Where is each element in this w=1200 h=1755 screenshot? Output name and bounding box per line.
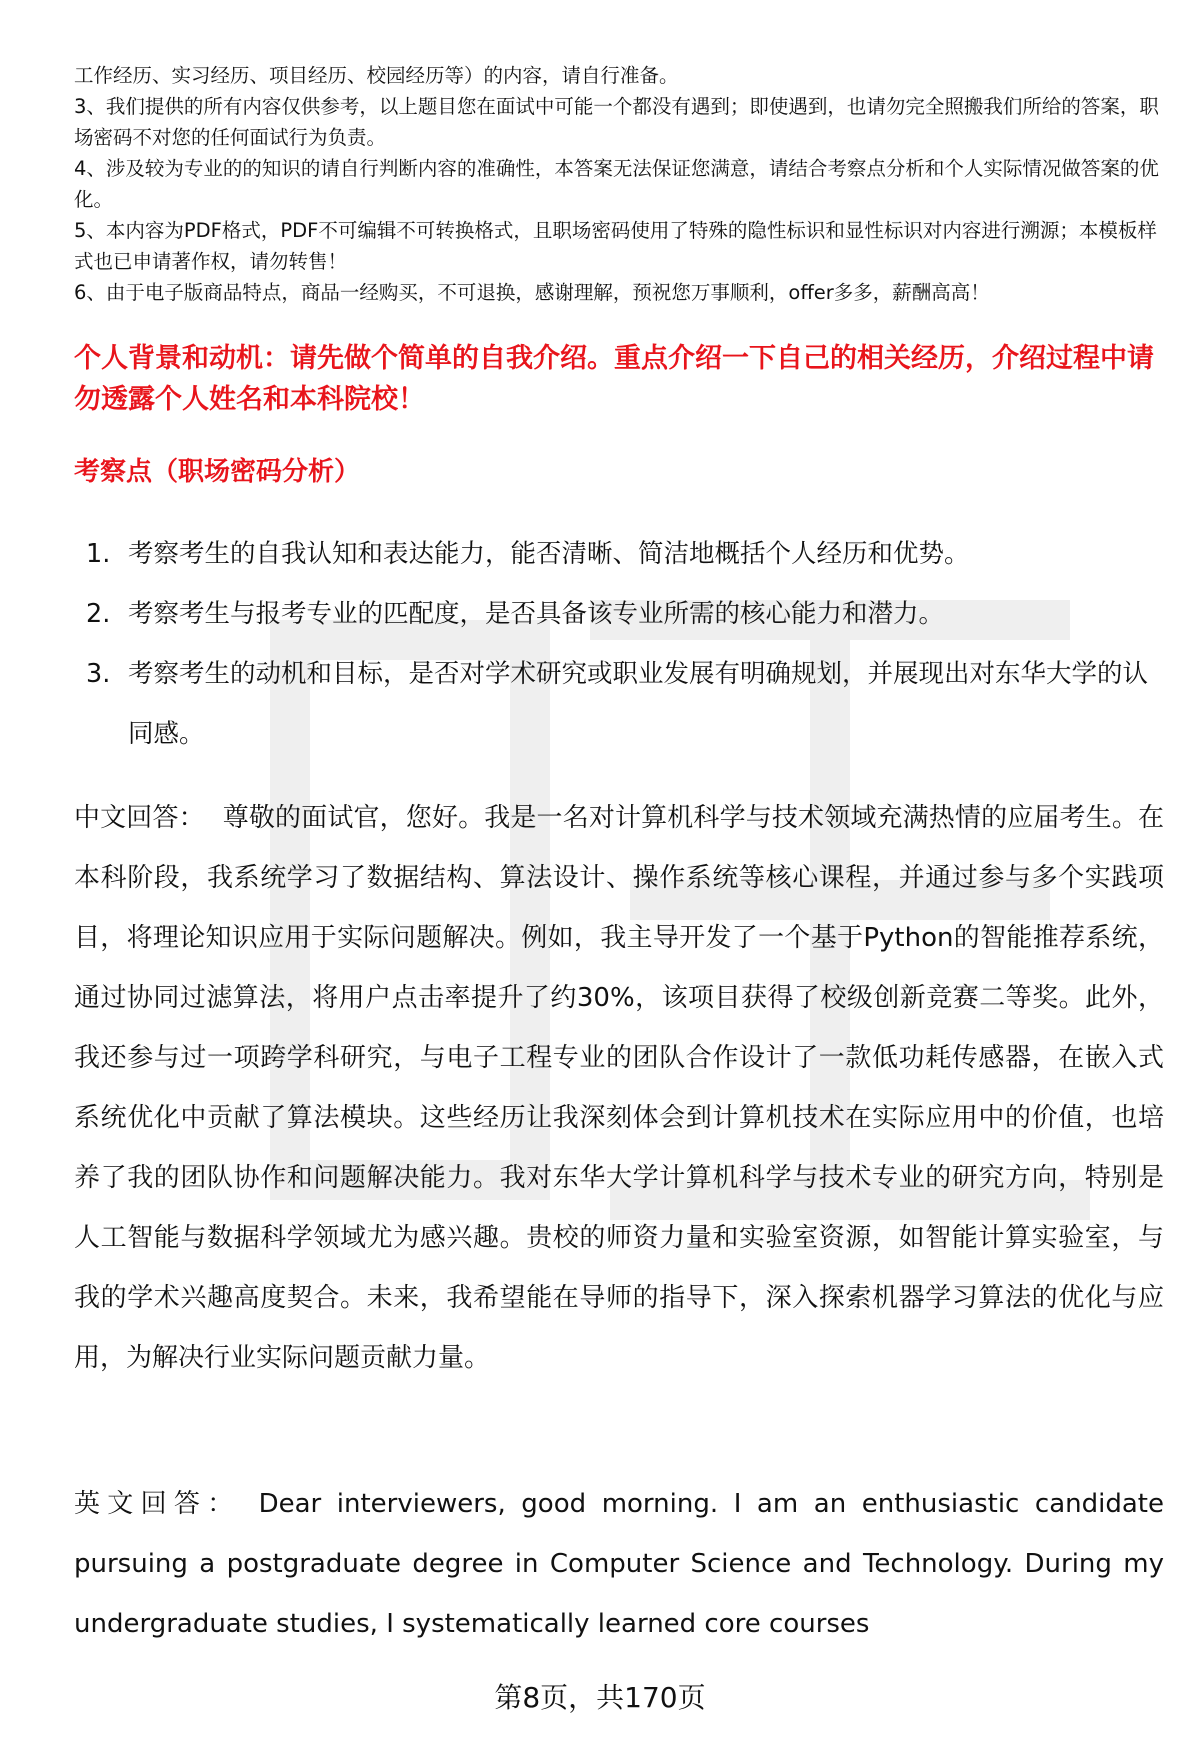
kaocha-item-text: 考察考生的自我认知和表达能力，能否清晰、简洁地概括个人经历和优势。 (128, 539, 970, 569)
kaocha-item (74, 524, 1164, 584)
kaocha-item-number: 2. (86, 599, 111, 629)
chinese-answer-text: 尊敬的面试官，您好。我是一名对计算机科学与技术领域充满热情的应届考生。在本科阶段，我系统学习了数据结构、算法设计、操作系统等核心课程，并通过参与多个实践项目，将理论知识应用于实际问题解决。例如，我主导开发了一个基于Python的智能推荐系统，通过协同过滤算法，将用户点击率提升了约30%，该项目获得了校级创新竞赛二等奖。此外，我还参与过一项跨学科研究，与电子工程专业的团队合作设计了一款低功耗传感器，在嵌入式系统优化中贡献了算法模块。这些经历让我深刻体会到计算机技术在实际应用中的价值，也培养了我的团队协作和问题解决能力。我对东华大学计算机科学与技术专业的研究方向，特别是人工智能与数据科学领域尤为感兴趣。贵校的师资力量和实验室资源，如智能计算实验室，与我的学术兴趣高度契合。未来，我希望能在导师的指导下，深入探索机器学习算法的优化与应用，为解决行业实际问题贡献力量。 (74, 803, 1164, 1373)
chinese-answer (74, 788, 1164, 1388)
note-line: 6、由于电子版商品特点，商品一经购买，不可退换，感谢理解，预祝您万事顺利，offer多多，薪酬高高！ (74, 281, 990, 304)
kaocha-title: 考察点（职场密码分析） (74, 457, 361, 487)
english-answer (74, 1474, 1164, 1654)
note-line: 4、涉及较为专业的的知识的请自行判断内容的准确性，本答案无法保证您满意，请结合考察点分析和个人实际情况做答案的优化。 (74, 157, 1159, 211)
page-number: 第8页，共170页 (494, 1681, 706, 1714)
note-line: 5、本内容为PDF格式，PDF不可编辑不可转换格式，且职场密码使用了特殊的隐性标识和显性标识对内容进行溯源；本模板样式也已申请著作权，请勿转售！ (74, 219, 1157, 273)
note-line: 工作经历、实习经历、项目经历、校园经历等）的内容，请自行准备。 (74, 64, 679, 87)
kaocha-item-number: 3. (86, 659, 111, 689)
kaocha-list (74, 524, 1164, 764)
english-answer-label: 英文回答： (74, 1489, 241, 1519)
kaocha-item (74, 584, 1164, 644)
notes-section (74, 60, 1164, 308)
question-title: 个人背景和动机：请先做个简单的自我介绍。重点介绍一下自己的相关经历，介绍过程中请勿透露个人姓名和本科院校！ (74, 343, 1154, 415)
english-answer-text: Dear interviewers, good morning. I am an enthusiastic candidate pursuing a postgraduate degree in Computer Science and Technology. During my undergraduate studies, I systematically learned core courses (74, 1489, 1164, 1639)
chinese-answer-label: 中文回答： (74, 803, 205, 833)
kaocha-item-text: 考察考生与报考专业的匹配度，是否具备该专业所需的核心能力和潜力。 (128, 599, 945, 629)
note-line: 3、我们提供的所有内容仅供参考，以上题目您在面试中可能一个都没有遇到；即使遇到，也请勿完全照搬我们所给的答案，职场密码不对您的任何面试行为负责。 (74, 95, 1159, 149)
kaocha-item (74, 644, 1164, 764)
kaocha-item-text: 考察考生的动机和目标，是否对学术研究或职业发展有明确规划，并展现出对东华大学的认同感。 (128, 659, 1149, 749)
kaocha-item-number: 1. (86, 539, 111, 569)
